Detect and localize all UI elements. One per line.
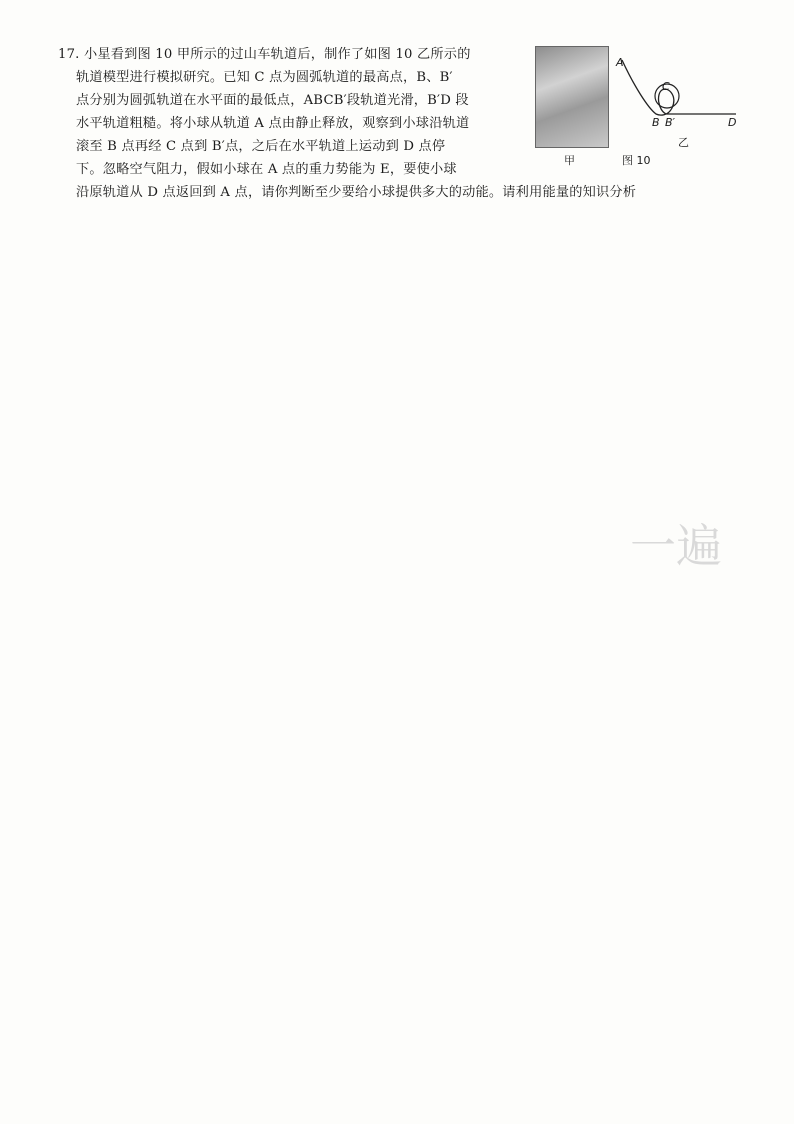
fig10-jia-label: 甲 [564, 154, 575, 167]
track-diagram [612, 46, 742, 136]
track-label-C: C [662, 80, 670, 93]
q17-line-7: 沿原轨道从 D 点返回到 A 点，请你判断至少要给小球提供多大的动能。请利用能量的知识分析 [76, 185, 637, 200]
track-label-A: A [616, 56, 624, 69]
q17-line-2: 轨道模型进行模拟研究。已知 C 点为圆弧轨道的最高点，B、B′ [76, 70, 453, 85]
track-label-Bp: B′ [665, 116, 676, 129]
q17-line-6: 下。忽略空气阻力，假如小球在 A 点的重力势能为 E，要使小球 [76, 162, 457, 177]
q17-line-1: 17. 小星看到图 10 甲所示的过山车轨道后，制作了如图 10 乙所示的 [58, 47, 471, 62]
track-label-B: B [652, 116, 660, 129]
q17-line-4: 水平轨道粗糙。将小球从轨道 A 点由静止释放，观察到小球沿轨道 [76, 116, 470, 131]
q17-line-3: 点分别为圆弧轨道在水平面的最低点，ABCB′段轨道光滑，B′D 段 [76, 93, 469, 108]
background-watermark: 一遍 [630, 519, 722, 573]
fig10-caption: 图 10 [622, 154, 651, 167]
fig10-yi-label: 乙 [678, 136, 689, 149]
roller-coaster-photo [535, 46, 609, 148]
q17-line-5: 滚至 B 点再经 C 点到 B′点，之后在水平轨道上运动到 D 点停 [76, 139, 446, 154]
track-label-D: D [728, 116, 737, 129]
